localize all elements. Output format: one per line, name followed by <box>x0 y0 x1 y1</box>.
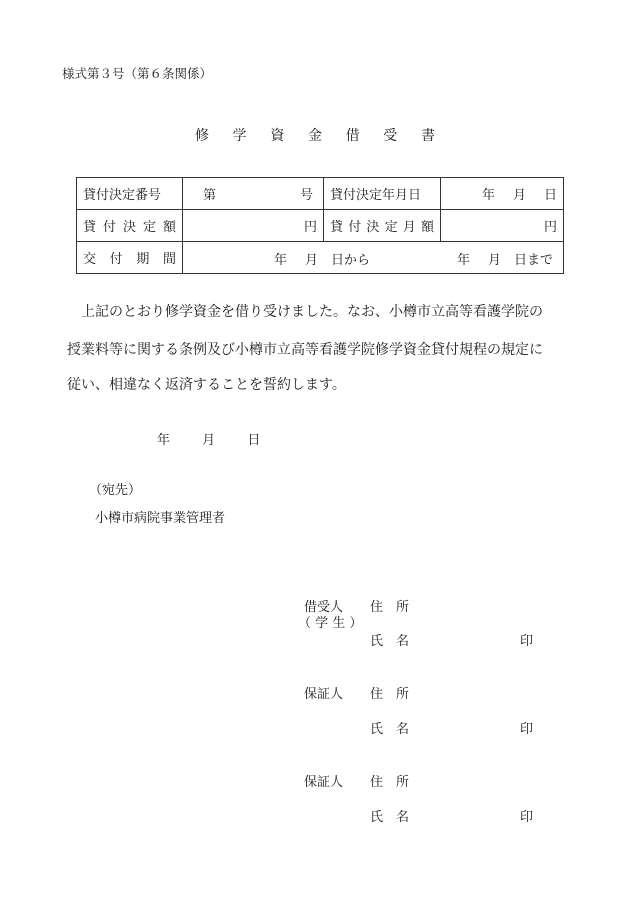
period-label <box>77 242 183 274</box>
title-char: 金 <box>307 128 322 144</box>
to-month: 月 <box>488 252 502 268</box>
day-unit: 日 <box>543 188 557 203</box>
label-char: 付 <box>348 220 362 235</box>
guarantor2-address-field[interactable]: 住 所 <box>370 775 410 790</box>
title-char: 借 <box>345 128 360 144</box>
form-number-label: 様式第３号（第６条関係） <box>62 66 213 81</box>
loan-date-label: 貸付決定年月日 <box>324 178 441 210</box>
document-title <box>195 125 435 145</box>
title-char: 資 <box>270 128 285 144</box>
day-unit: 日 <box>247 433 261 448</box>
label-char: 月 <box>402 220 416 235</box>
label-char: 付 <box>109 252 123 267</box>
label-char: 決 <box>122 220 136 235</box>
guarantor1-address-field[interactable]: 住 所 <box>370 687 410 702</box>
month-unit: 月 <box>512 188 526 203</box>
loan-amount-field[interactable] <box>183 210 324 242</box>
pledge-text-line2: 授業料等に関する条例及び小樽市立高等看護学院修学資金貸付規程の規定に <box>67 342 543 358</box>
from-month: 月 <box>305 252 319 268</box>
guarantor2-name-field[interactable]: 氏 名 <box>370 810 410 825</box>
to-day: 日まで <box>514 252 554 268</box>
label-char: 間 <box>162 252 176 267</box>
label-char: 貸 <box>330 220 344 235</box>
label-char: 付 <box>102 220 116 235</box>
year-unit: 年 <box>481 188 495 203</box>
year-unit: 年 <box>157 433 171 448</box>
to-year: 年 <box>457 252 471 268</box>
yen-unit: 円 <box>543 220 557 235</box>
monthly-amount-label <box>324 210 441 242</box>
borrower-name-field[interactable]: 氏 名 <box>370 634 410 649</box>
monthly-amount-field[interactable] <box>441 210 564 242</box>
label-char: 交 <box>83 252 97 267</box>
label-char: 額 <box>162 220 176 235</box>
table-row <box>77 242 564 274</box>
yen-unit: 円 <box>303 220 317 235</box>
label-char: 定 <box>142 220 156 235</box>
addressee-name: 小樽市病院事業管理者 <box>95 511 226 526</box>
loan-date-field[interactable] <box>441 178 564 210</box>
guarantor1-name-field[interactable]: 氏 名 <box>370 722 410 737</box>
period-field[interactable] <box>183 242 564 274</box>
month-unit: 月 <box>202 433 216 448</box>
guarantor1-role: 保証人 <box>304 687 344 702</box>
label-char: 期 <box>136 252 150 267</box>
date-line[interactable] <box>157 429 260 448</box>
label-char: 額 <box>420 220 434 235</box>
addressee-label: （宛先） <box>89 483 142 498</box>
loan-number-field[interactable] <box>183 178 324 210</box>
table-row <box>77 210 564 242</box>
title-char: 受 <box>383 128 398 144</box>
dai-label: 第 <box>203 188 217 203</box>
loan-info-table <box>76 177 564 274</box>
loan-number-label: 貸付決定番号 <box>77 178 183 210</box>
from-day: 日から <box>331 252 371 268</box>
title-char: 学 <box>232 128 247 144</box>
borrower-seal: 印 <box>520 634 534 649</box>
title-char: 書 <box>420 128 435 144</box>
borrower-address-field[interactable]: 住 所 <box>370 600 410 615</box>
guarantor1-seal: 印 <box>520 722 534 737</box>
pledge-text-line1: 上記のとおり修学資金を借り受けました。なお、小樽市立高等看護学院の <box>81 304 543 320</box>
pledge-text-line3: 従い、相違なく返済することを誓約します。 <box>67 377 346 393</box>
go-label: 号 <box>299 188 313 203</box>
from-year: 年 <box>274 252 288 268</box>
guarantor2-role: 保証人 <box>304 775 344 790</box>
label-char: 決 <box>366 220 380 235</box>
label-char: 定 <box>384 220 398 235</box>
title-char: 修 <box>195 128 209 144</box>
guarantor2-seal: 印 <box>520 810 534 825</box>
table-row <box>77 178 564 210</box>
borrower-sub: （ 学 生 ） <box>298 616 363 631</box>
loan-amount-label <box>77 210 183 242</box>
label-char: 貸 <box>83 220 97 235</box>
borrower-role: 借受人 <box>304 600 344 615</box>
